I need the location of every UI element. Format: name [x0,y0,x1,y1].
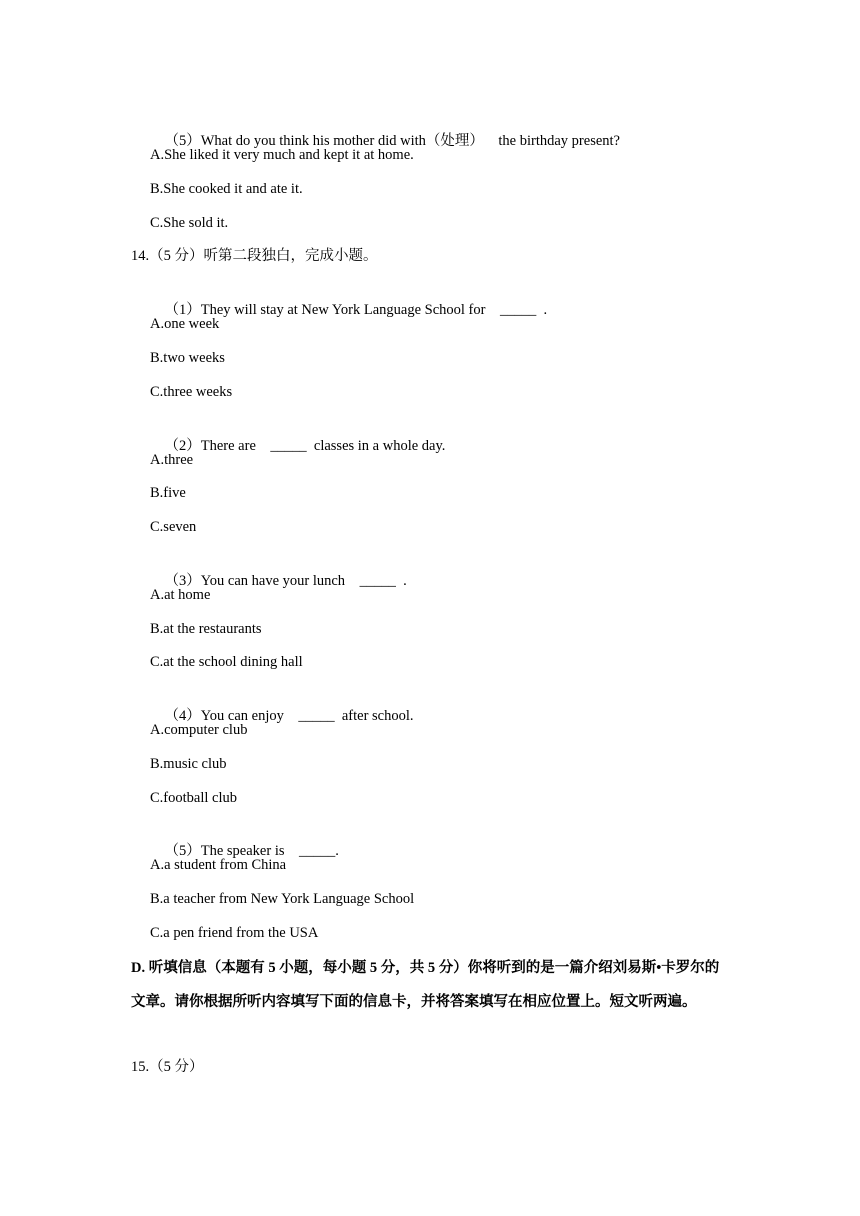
q14-item1-blank: _____ [499,302,537,318]
q14-item4-option-a: A.computer club [150,722,248,738]
q14-item4-stem-b: after school. [341,708,414,724]
q14-item3-option-a: A.at home [150,587,211,603]
q14-item1-option-b: B.two weeks [150,350,225,366]
q14-item5-stem-b: . [335,843,339,859]
q14-item4-option-c: C.football club [150,790,237,806]
q14-item1-stem-b: . [543,302,548,318]
q14-item3-option-b: B.at the restaurants [150,621,262,637]
q14-item5-option-b: B.a teacher from New York Language School [150,891,415,907]
q13-item5-option-b: B.She cooked it and ate it. [150,181,303,197]
q14-item3-stem-b: . [403,573,407,589]
q14-item4-stem-a: （4）You can enjoy [164,708,284,724]
q14-item4-blank: _____ [298,708,335,724]
q14-header: 14.（5 分）听第二段独白，完成小题。 [131,248,378,264]
q14-item5-option-c: C.a pen friend from the USA [150,925,319,941]
q14-item3-stem-a: （3）You can have your lunch [164,573,346,589]
q13-item5-stem-a: （5）What do you think his mother did with（处理） [164,133,484,149]
q15-header: 15.（5 分） [131,1059,204,1075]
q14-item5-blank: _____ [299,843,336,859]
q14-item2-option-a: A.three [150,452,194,468]
q14-item2-blank: _____ [270,438,307,454]
q14-item2-stem-a: （2）There are [164,438,256,454]
q14-item3-option-c: C.at the school dining hall [150,654,303,670]
q13-item5-stem-b: the birthday present? [498,133,620,149]
q14-item4-option-b: B.music club [150,756,227,772]
q14-item3-blank: _____ [359,573,396,589]
q14-item2-option-b: B.five [150,485,186,501]
q14-item1-option-a: A.one week [150,316,220,332]
q14-item1-option-c: C.three weeks [150,384,233,400]
section-d-instructions: D. 听填信息（本题有 5 小题，每小题 5 分，共 5 分）你将听到的是一篇介绍刘易斯•卡罗尔的文章。请你根据所听内容填写下面的信息卡，并将答案填写在相应位置上。短文听两遍。 [131,960,720,1010]
q14-item1-stem-a: （1）They will stay at New York Language School for [164,302,486,318]
q14-item2-option-c: C.seven [150,519,197,535]
q13-item5-option-c: C.She sold it. [150,215,229,231]
q14-item5-stem-a: （5）The speaker is [164,843,285,859]
q14-item2-stem [150,416,445,476]
q14-item2-stem-b: classes in a whole day. [313,438,446,454]
q13-item5-option-a: A.She liked it very much and kept it at home. [150,147,414,163]
q14-item5-option-a: A.a student from China [150,857,287,873]
